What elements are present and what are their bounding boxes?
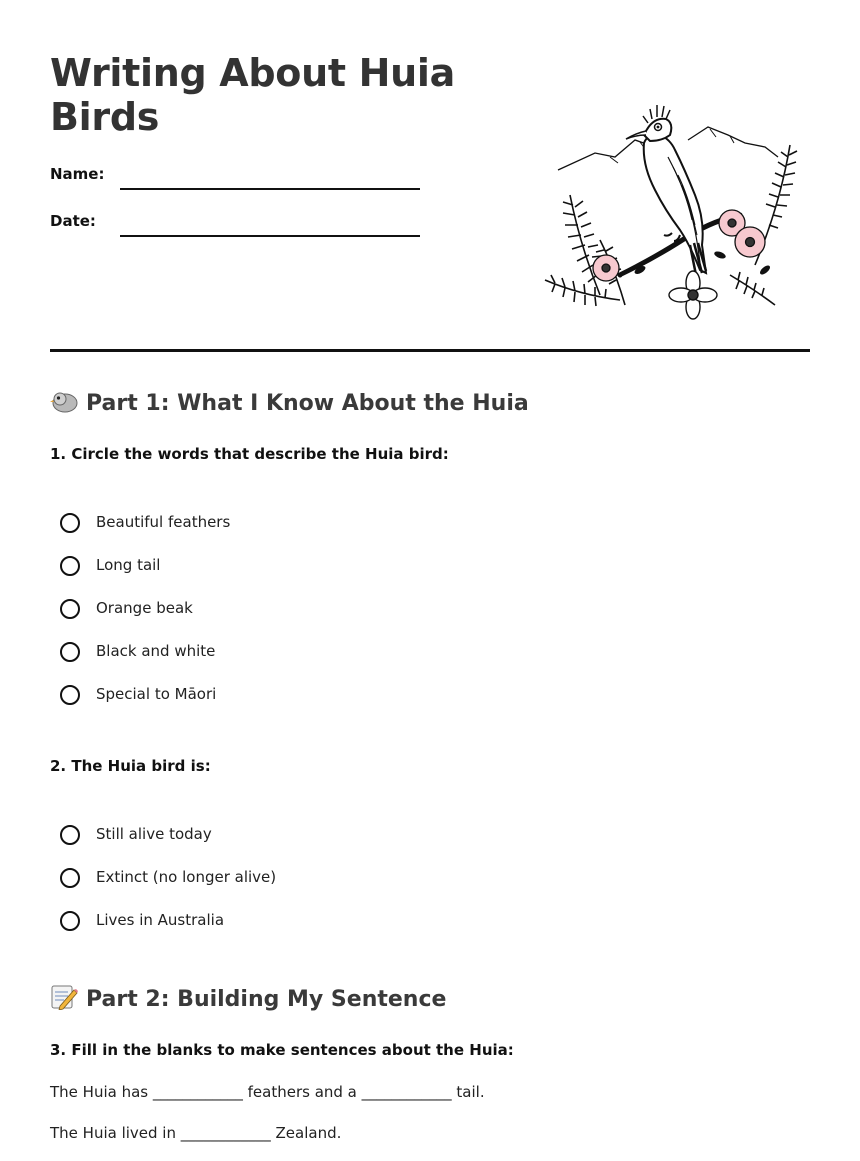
option-label: Beautiful feathers [96,513,231,531]
radio-circle[interactable] [60,556,80,576]
fill-in-sentence[interactable]: The Huia lived in ____________ Zealand. [50,1124,342,1142]
radio-circle[interactable] [60,685,80,705]
part1-heading [50,388,529,416]
memo-pencil-emoji-icon [50,984,78,1010]
question-1-option[interactable] [60,555,230,598]
worksheet-page [50,0,810,1161]
option-label: Orange beak [96,599,193,617]
question-2-option[interactable] [60,910,276,953]
radio-circle[interactable] [60,911,80,931]
question-2-option[interactable] [60,824,276,867]
question-1-prompt: 1. Circle the words that describe the Huia bird: [50,445,449,463]
option-label: Extinct (no longer alive) [96,868,277,886]
part1-title: Part 1: What I Know About the Huia [86,391,529,416]
name-label: Name: [50,165,105,183]
radio-circle[interactable] [60,825,80,845]
question-2-option[interactable] [60,867,276,910]
question-2-prompt: 2. The Huia bird is: [50,757,211,775]
radio-circle[interactable] [60,599,80,619]
question-1-option[interactable] [60,512,230,555]
huia-bird-illustration [540,95,800,330]
worksheet-header [50,0,810,352]
option-label: Lives in Australia [96,911,225,929]
part2-heading [50,984,446,1012]
date-field-row [50,207,470,237]
question-1-option[interactable] [60,598,230,641]
fill-in-sentence[interactable]: The Huia has ____________ feathers and a ____________ tail. [50,1083,485,1101]
option-label: Still alive today [96,825,212,843]
radio-circle[interactable] [60,642,80,662]
part2-title: Part 2: Building My Sentence [86,987,447,1012]
radio-circle[interactable] [60,513,80,533]
question-2-options [60,824,276,953]
option-label: Special to Māori [96,685,217,703]
radio-circle[interactable] [60,868,80,888]
name-field-row [50,160,470,190]
question-3-prompt: 3. Fill in the blanks to make sentences about the Huia: [50,1041,514,1059]
option-label: Long tail [96,556,161,574]
name-write-line[interactable] [120,188,420,190]
page-title: Writing About Huia Birds [50,51,455,139]
bird-emoji-icon [50,388,78,414]
date-write-line[interactable] [120,235,420,237]
question-1-option[interactable] [60,684,230,727]
header-divider [50,349,810,352]
date-label: Date: [50,212,96,230]
question-1-options [60,512,230,727]
option-label: Black and white [96,642,216,660]
question-1-option[interactable] [60,641,230,684]
